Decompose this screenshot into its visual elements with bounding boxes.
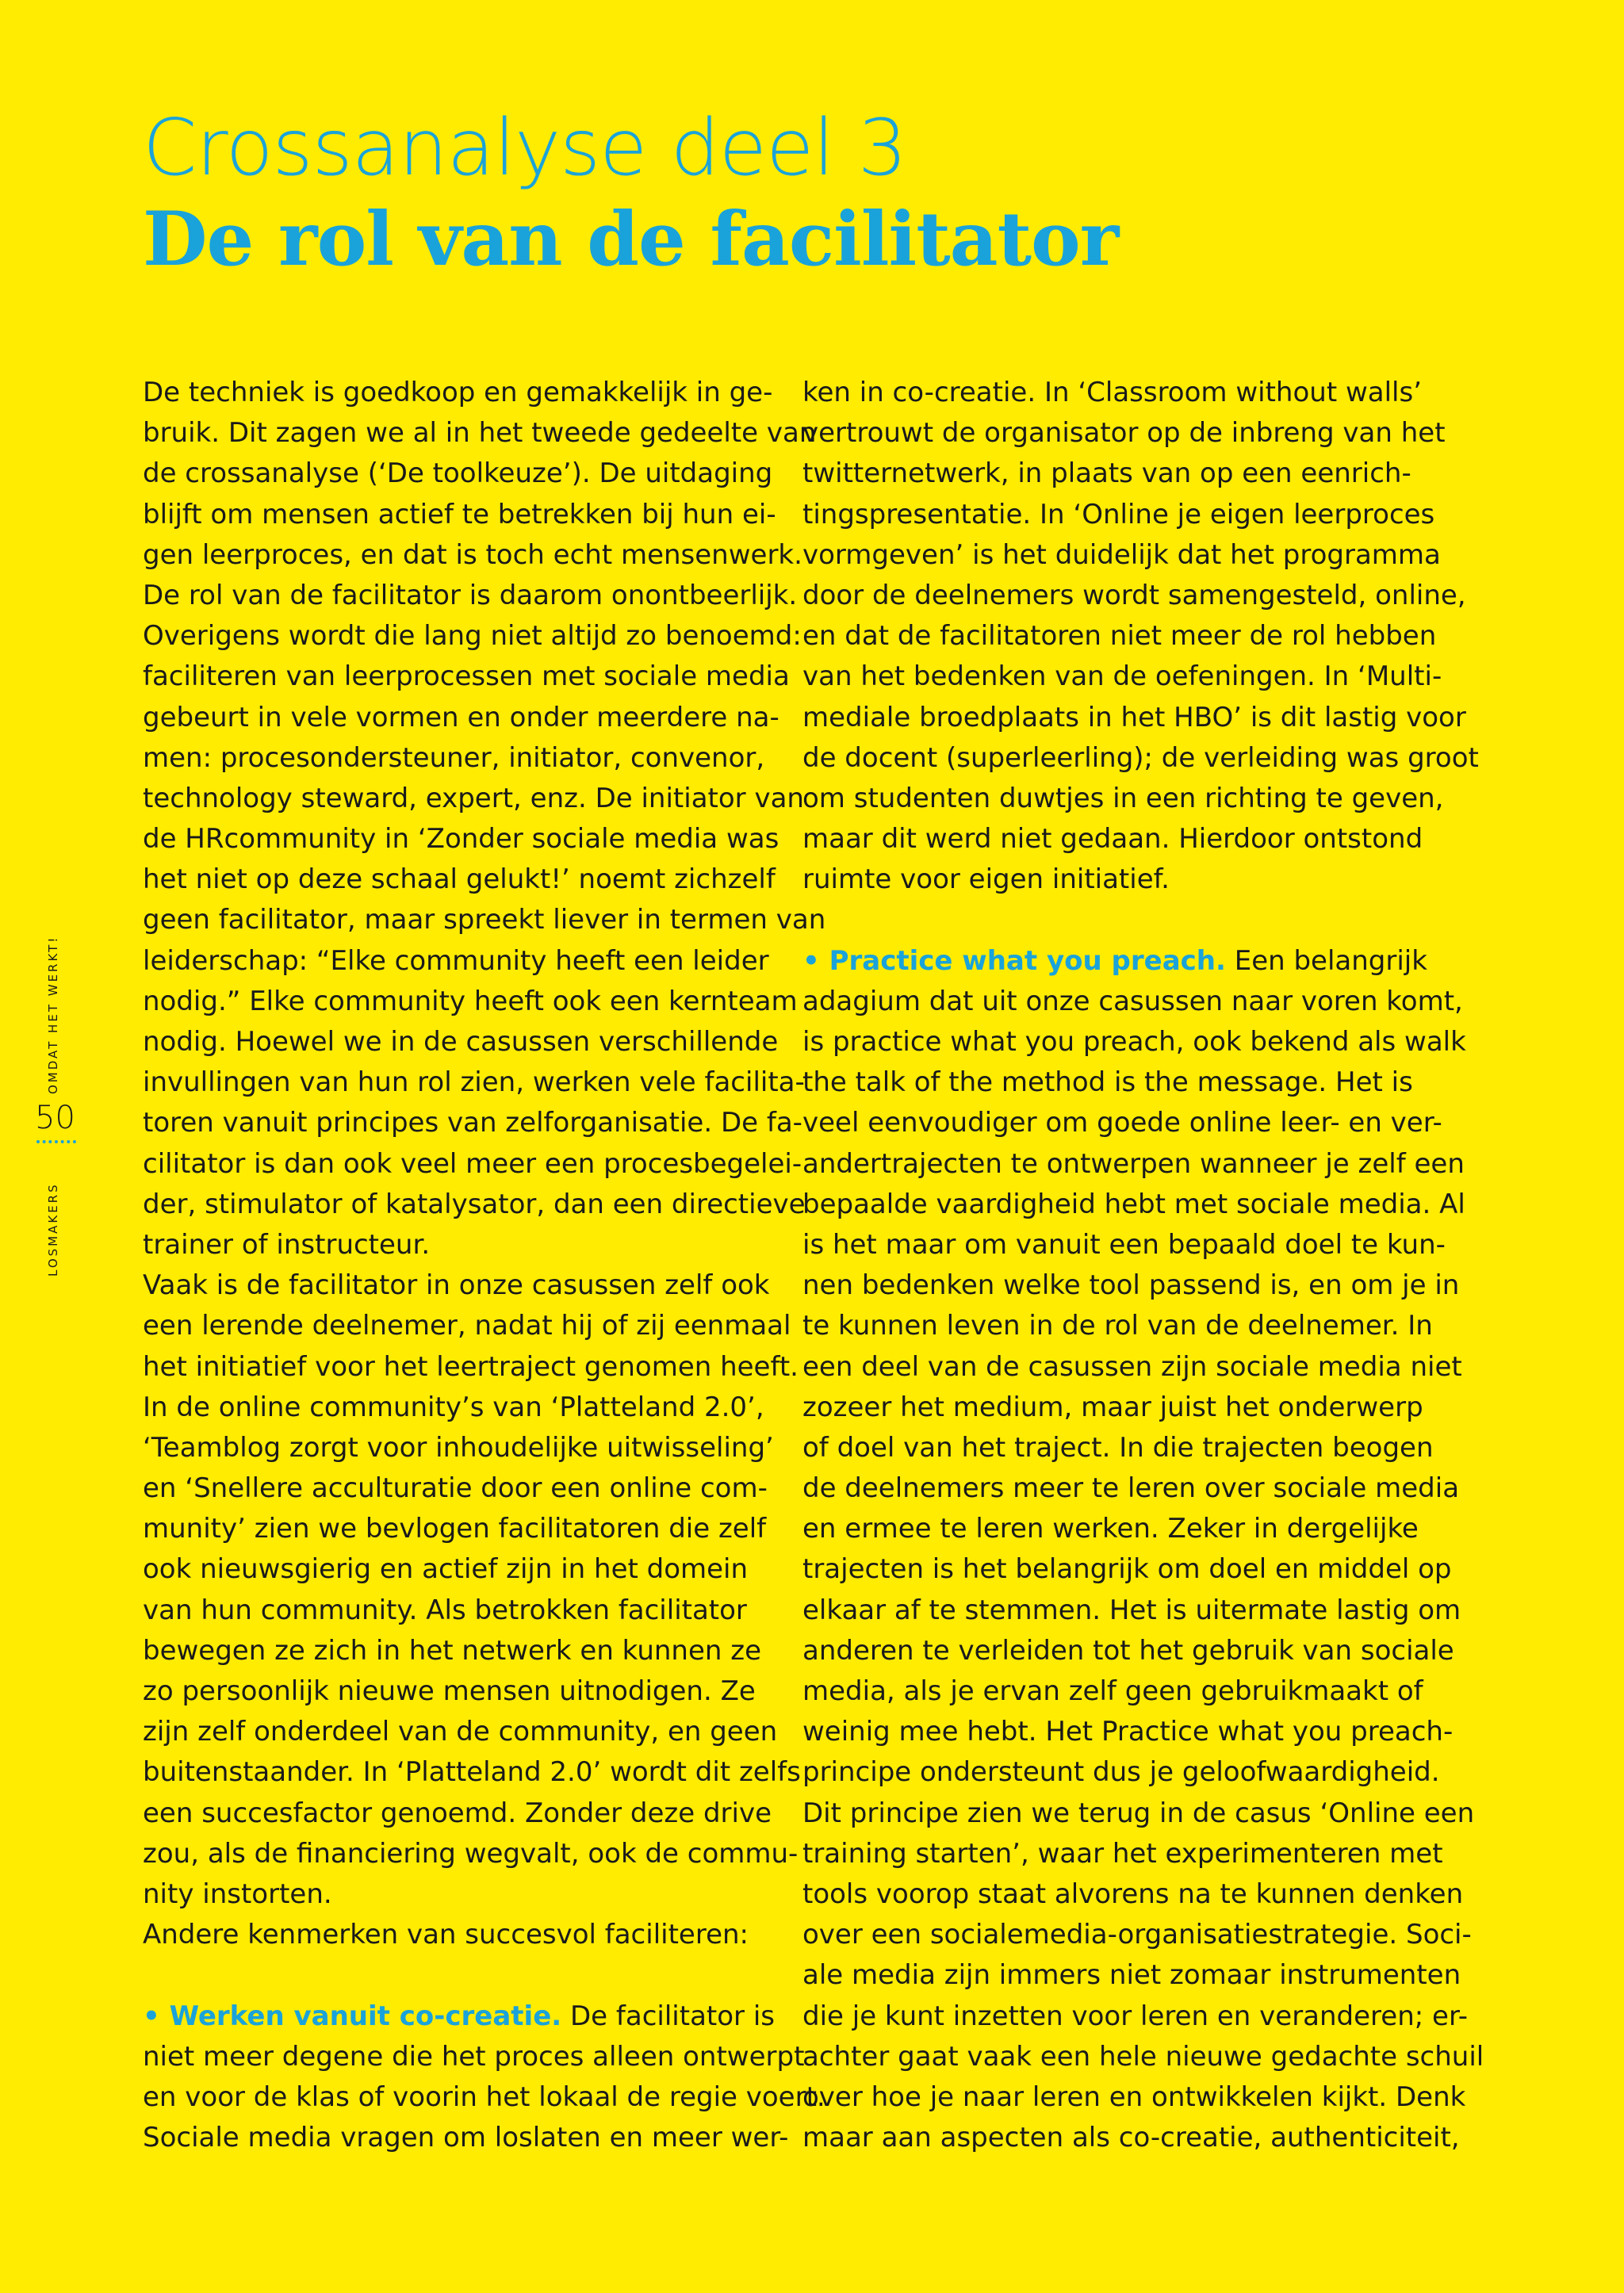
text-line: een succesfactor genoemd. Zonder deze drive (143, 1797, 772, 1829)
right-paragraphs (802, 373, 1479, 900)
text-line: tools voorop staat alvorens na te kunnen denken (802, 1878, 1464, 1910)
running-header-book-subtitle: OMDAT HET WERKT! (46, 935, 60, 1094)
bullet-text: De facilitator is (561, 2000, 775, 2032)
right-bullet-paragraph (802, 982, 1484, 2158)
text-line: de deelnemers meer te leren over sociale media (802, 1472, 1460, 1505)
bullet-line (143, 1996, 775, 2037)
bullet-heading-co-creatie: • Werken vanuit co-creatie. (143, 2000, 562, 2032)
text-line: van het bedenken van de oefeningen. In ‘Multi- (802, 660, 1442, 693)
text-line: zo persoonlijk nieuwe mensen uitnodigen. Ze (143, 1675, 756, 1707)
text-line: training starten’, waar het experimenteren met (802, 1837, 1443, 1870)
text-line: toren vanuit principes van zelforganisatie. De fa- (143, 1107, 802, 1139)
text-line: bepaalde vaardigheid hebt met sociale media. Al (802, 1188, 1465, 1220)
page-title-series: Crossanalyse deel 3 (143, 103, 907, 193)
bullet-heading-practice: • Practice what you preach. (802, 944, 1226, 977)
text-line: Dit principe zien we terug in de casus ‘Online een (802, 1797, 1475, 1829)
text-line: the talk of the method is the message. Het is (802, 1066, 1413, 1099)
text-line: is het maar om vanuit een bepaald doel te kun- (802, 1228, 1446, 1261)
bullet-line (802, 941, 1429, 982)
page-header (143, 99, 1491, 281)
text-line: is practice what you preach, ook bekend als walk (802, 1026, 1466, 1058)
left-column (143, 373, 826, 2158)
text-line: nen bedenken welke tool passend is, en om je in (802, 1269, 1460, 1302)
text-line: munity’ zien we bevlogen facilitatoren die zelf (143, 1513, 767, 1545)
text-line: of doel van het traject. In die trajecten beogen (802, 1431, 1434, 1464)
left-paragraphs (143, 373, 826, 1955)
text-line: blijft om mensen actief te betrekken bij hun ei- (143, 498, 776, 530)
text-line: adagium dat uit onze casussen naar voren komt, (802, 985, 1463, 1017)
text-line: het initiatief voor het leertraject genomen heeft. (143, 1350, 799, 1383)
text-line: weinig mee hebt. Het Practice what you preach- (802, 1716, 1454, 1748)
text-line: om studenten duwtjes in een richting te geven, (802, 782, 1444, 814)
text-line: principe ondersteunt dus je geloofwaardigheid. (802, 1756, 1440, 1789)
text-line: de crossanalyse (‘De toolkeuze’). De uitdaging (143, 457, 773, 490)
text-line: ken in co-creatie. In ‘Classroom without walls’ (802, 377, 1423, 408)
text-line: en voor de klas of voorin het lokaal de regie voert. (143, 2081, 825, 2113)
text-line: Andere kenmerken van succesvol faciliteren: (143, 1919, 749, 1951)
text-line: nodig.” Elke community heeft ook een kernteam (143, 985, 798, 1017)
text-line: men: procesondersteuner, initiator, convenor, (143, 741, 765, 774)
text-line: de HRcommunity in ‘Zonder sociale media was (143, 823, 779, 856)
text-line: en dat de facilitatoren niet meer de rol hebben (802, 620, 1437, 653)
text-line: cilitator is dan ook veel meer een procesbegelei- (143, 1147, 802, 1180)
text-line: In de online community’s van ‘Platteland 2.0’, (143, 1391, 764, 1423)
text-line: trainer of instructeur. (143, 1228, 431, 1261)
text-line: over hoe je naar leren en ontwikkelen kijkt. Denk (802, 2081, 1466, 2113)
text-line: nity instorten. (143, 1878, 332, 1910)
text-line: bruik. Dit zagen we al in het tweede gedeelte van (143, 417, 817, 450)
text-line: trajecten is het belangrijk om doel en middel op (802, 1553, 1452, 1586)
text-line: gebeurt in vele vormen en onder meerdere na- (143, 701, 779, 733)
paragraph-gap (802, 900, 1429, 940)
page-number: 50 (35, 1100, 75, 1136)
page-sidebar (32, 912, 87, 1277)
text-line: een deel van de casussen zijn sociale media niet (802, 1350, 1462, 1383)
text-line: ‘Teamblog zorgt voor inhoudelijke uitwisseling’ (143, 1431, 774, 1464)
text-line: een lerende deelnemer, nadat hij of zij eenmaal (143, 1310, 791, 1342)
text-line: veel eenvoudiger om goede online leer- en ver- (802, 1107, 1442, 1139)
text-line: te kunnen leven in de rol van de deelnemer. In (802, 1310, 1433, 1342)
text-line: en ‘Snellere acculturatie door een online com- (143, 1472, 768, 1505)
text-line: andertrajecten te ontwerpen wanneer je zelf een (802, 1147, 1465, 1180)
text-line: buitenstaander. In ‘Platteland 2.0’ wordt dit zelfs (143, 1756, 801, 1789)
page-title: De rol van de facilitator (143, 196, 1119, 283)
text-line: anderen te verleiden tot het gebruik van sociale (802, 1634, 1454, 1667)
text-line: gen leerproces, en dat is toch echt mensenwerk. (143, 538, 802, 571)
paragraph-gap (143, 1955, 769, 1996)
text-line: media, als je ervan zelf geen gebruikmaakt of (802, 1675, 1423, 1707)
text-line: leiderschap: “Elke community heeft een leider (143, 944, 769, 977)
text-line: Vaak is de facilitator in onze casussen zelf ook (143, 1269, 770, 1302)
text-line: technology steward, expert, enz. De initiator van (143, 782, 804, 814)
text-line: invullingen van hun rol zien, werken vele facilita- (143, 1066, 805, 1099)
text-line: ruimte voor eigen initiatief. (802, 863, 1170, 896)
text-line: mediale broedplaats in het HBO’ is dit lastig voor (802, 701, 1466, 733)
text-line: maar dit werd niet gedaan. Hierdoor ontstond (802, 823, 1423, 856)
page-number-underline (36, 1140, 76, 1146)
bullet-text: Een belangrijk (1225, 944, 1427, 977)
text-line: niet meer degene die het proces alleen ontwerpt (143, 2040, 805, 2073)
text-line: De techniek is goedkoop en gemakkelijk in ge- (143, 377, 773, 408)
text-line: twitternetwerk, in plaats van op een eenrich- (802, 457, 1411, 490)
running-header-book-title: LOSMAKERS (46, 1182, 60, 1277)
left-bullet-paragraph (143, 2037, 825, 2159)
text-line: der, stimulator of katalysator, dan een directieve (143, 1188, 806, 1220)
text-line: Sociale media vragen om loslaten en meer wer- (143, 2122, 789, 2154)
text-line: zou, als de financiering wegvalt, ook de commu- (143, 1837, 799, 1870)
text-line: door de deelnemers wordt samengesteld, online, (802, 579, 1466, 611)
text-line: Overigens wordt die lang niet altijd zo benoemd: (143, 620, 802, 653)
text-line: nodig. Hoewel we in de casussen verschillende (143, 1026, 779, 1058)
text-line: de docent (superleerling); de verleiding was groot (802, 741, 1479, 774)
text-line: zozeer het medium, maar juist het onderwerp (802, 1391, 1423, 1423)
text-line: geen facilitator, maar spreekt liever in termen van (143, 904, 826, 936)
text-line: die je kunt inzetten voor leren en veranderen; er- (802, 2000, 1469, 2032)
text-line: De rol van de facilitator is daarom onontbeerlijk. (143, 579, 798, 611)
text-line: tingspresentatie. In ‘Online je eigen leerproces (802, 498, 1435, 530)
text-line: zijn zelf onderdeel van de community, en geen (143, 1716, 778, 1748)
text-line: en ermee te leren werken. Zeker in dergelijke (802, 1513, 1419, 1545)
text-line: het niet op deze schaal gelukt!’ noemt zichzelf (143, 863, 776, 896)
text-line: ale media zijn immers niet zomaar instrumenten (802, 1959, 1461, 1992)
text-line: over een socialemedia-organisatiestrategie. Soci- (802, 1919, 1472, 1951)
text-line: vormgeven’ is het duidelijk dat het programma (802, 538, 1441, 571)
text-line: vertrouwt de organisator op de inbreng van het (802, 417, 1446, 450)
text-line: maar aan aspecten als co-creatie, authenticiteit, (802, 2122, 1460, 2154)
text-line: achter gaat vaak een hele nieuwe gedachte schuil (802, 2040, 1484, 2073)
text-line: faciliteren van leerprocessen met sociale media (143, 660, 790, 693)
right-column (802, 373, 1484, 2158)
text-line: van hun community. Als betrokken facilitator (143, 1594, 747, 1626)
text-line: elkaar af te stemmen. Het is uitermate lastig om (802, 1594, 1461, 1626)
text-line: ook nieuwsgierig en actief zijn in het domein (143, 1553, 749, 1586)
text-line: bewegen ze zich in het netwerk en kunnen ze (143, 1634, 762, 1667)
